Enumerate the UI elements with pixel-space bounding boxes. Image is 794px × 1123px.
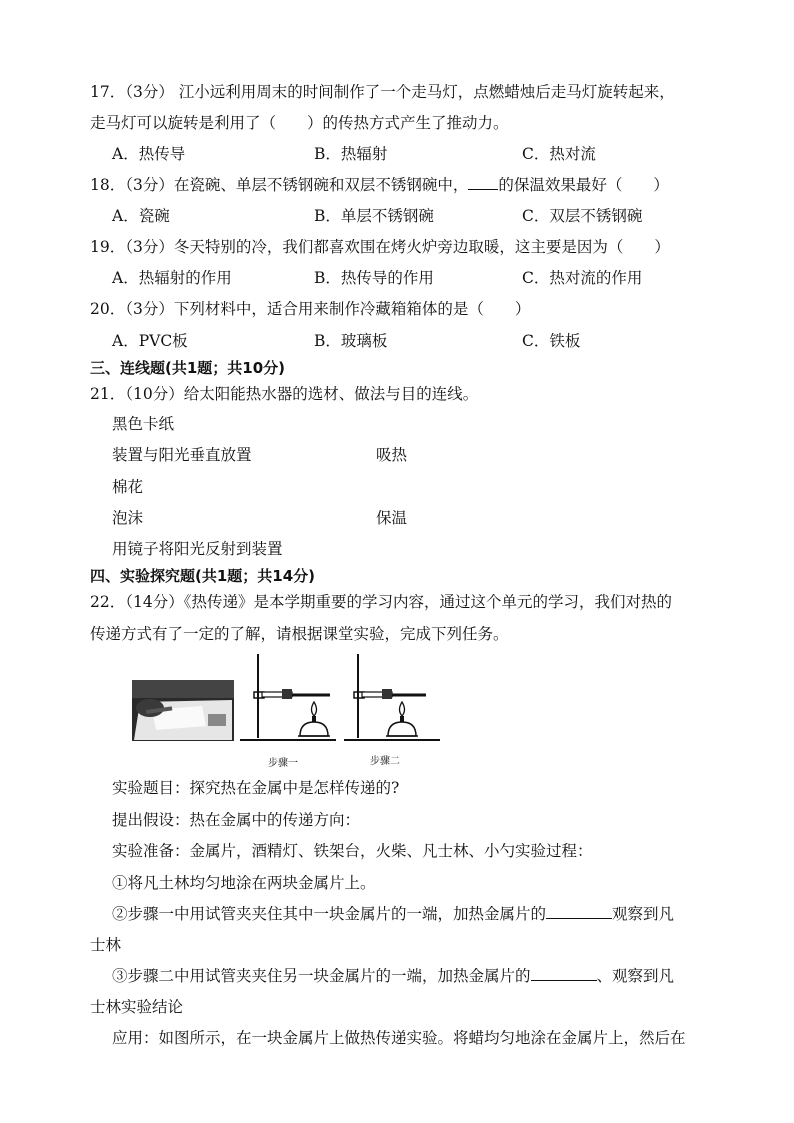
step-two-caption: 步骤二: [370, 756, 400, 767]
q17-option-a: A．热传导: [112, 145, 186, 163]
q21-stem: 21．（10分）给太阳能热水器的选材、做法与目的连线。: [90, 385, 479, 403]
q22-step2-blank[interactable]: [546, 904, 612, 919]
q22-step1: ①将凡土林均匀地涂在两块金属片上。: [112, 874, 376, 892]
q20-option-c: C．铁板: [522, 332, 581, 350]
q22-preparation: 实验准备：金属片，酒精灯、铁架台，火柴、凡士林、小勺实验过程：: [112, 842, 593, 860]
section-3-heading: 三、连线题(共1题；共10分): [90, 359, 286, 377]
q18-stem-pre: 18．（3分）在瓷碗、单层不锈钢碗和双层不锈钢碗中，: [90, 176, 469, 194]
q21-left-item: 黑色卡纸: [112, 415, 175, 433]
step-one-caption: 步骤一: [268, 758, 298, 769]
step-one-apparatus: [238, 652, 338, 750]
q22-step3-blank[interactable]: [531, 966, 597, 981]
q18-stem: [90, 175, 669, 195]
q22-step3-line2: 士林实验结论: [90, 998, 184, 1016]
q22-application: 应用：如图所示，在一块金属片上做热传递实验。将蜡均匀地涂在金属片上，然后在: [112, 1029, 686, 1047]
q22-step2-line2: 士林: [90, 936, 122, 954]
q22-step3: [112, 966, 674, 986]
q18-option-c: C．双层不锈钢碗: [522, 207, 643, 225]
q22-topic: 实验题目：探究热在金属中是怎样传递的?: [112, 779, 400, 797]
q18-option-a: A．瓷碗: [112, 207, 170, 225]
q22-step2-pre: ②步骤一中用试管夹夹住其中一块金属片的一端，加热金属片的: [112, 905, 547, 923]
q18-stem-post: 的保温效果最好（ ）: [498, 176, 669, 194]
q21-left-item: 用镜子将阳光反射到装置: [112, 540, 283, 558]
q21-right-item: 保温: [376, 509, 408, 527]
q22-hypothesis: 提出假设：热在金属中的传递方向：: [112, 811, 361, 829]
q22-step3-post: 、观察到凡: [596, 967, 675, 985]
step-two-apparatus: [342, 652, 442, 750]
q19-stem: 19．（3分）冬天特别的冷，我们都喜欢围在烤火炉旁边取暖，这主要是因为（ ）: [90, 238, 670, 256]
q20-option-b: B．玻璃板: [314, 332, 388, 350]
q20-stem: 20．（3分）下列材料中，适合用来制作冷藏箱箱体的是（ ）: [90, 300, 531, 318]
q22-stem-line2: 传递方式有了一定的了解，请根据课堂实验，完成下列任务。: [90, 625, 509, 643]
q22-stem-line1: 22．（14分）《热传递》是本学期重要的学习内容，通过这个单元的学习，我们对热的: [90, 593, 672, 611]
experiment-photo: [132, 680, 234, 741]
q21-right-item: 吸热: [376, 446, 408, 464]
q17-stem-line1: 17．（3分） 江小远利用周末的时间制作了一个走马灯，点燃蜡烛后走马灯旋转起来，: [90, 83, 675, 101]
q17-option-c: C．热对流: [522, 145, 596, 163]
q22-step2: [112, 904, 674, 924]
q19-option-a: A．热辐射的作用: [112, 269, 232, 287]
q18-option-b: B．单层不锈钢碗: [314, 207, 434, 225]
q22-step3-pre: ③步骤二中用试管夹夹住另一块金属片的一端，加热金属片的: [112, 967, 531, 985]
q22-step2-post: 观察到凡: [612, 905, 675, 923]
q19-option-b: B．热传导的作用: [314, 269, 434, 287]
q19-option-c: C．热对流的作用: [522, 269, 643, 287]
q17-option-b: B．热辐射: [314, 145, 388, 163]
q20-option-a: A．PVC板: [112, 332, 188, 350]
q18-answer-blank[interactable]: [468, 175, 498, 190]
q21-left-item: 泡沫: [112, 509, 144, 527]
section-4-heading: 四、实验探究题(共1题；共14分): [90, 567, 316, 585]
q17-stem-line2: 走马灯可以旋转是利用了（ ）的传热方式产生了推动力。: [90, 114, 509, 132]
q21-left-item: 装置与阳光垂直放置: [112, 446, 252, 464]
q21-left-item: 棉花: [112, 478, 144, 496]
